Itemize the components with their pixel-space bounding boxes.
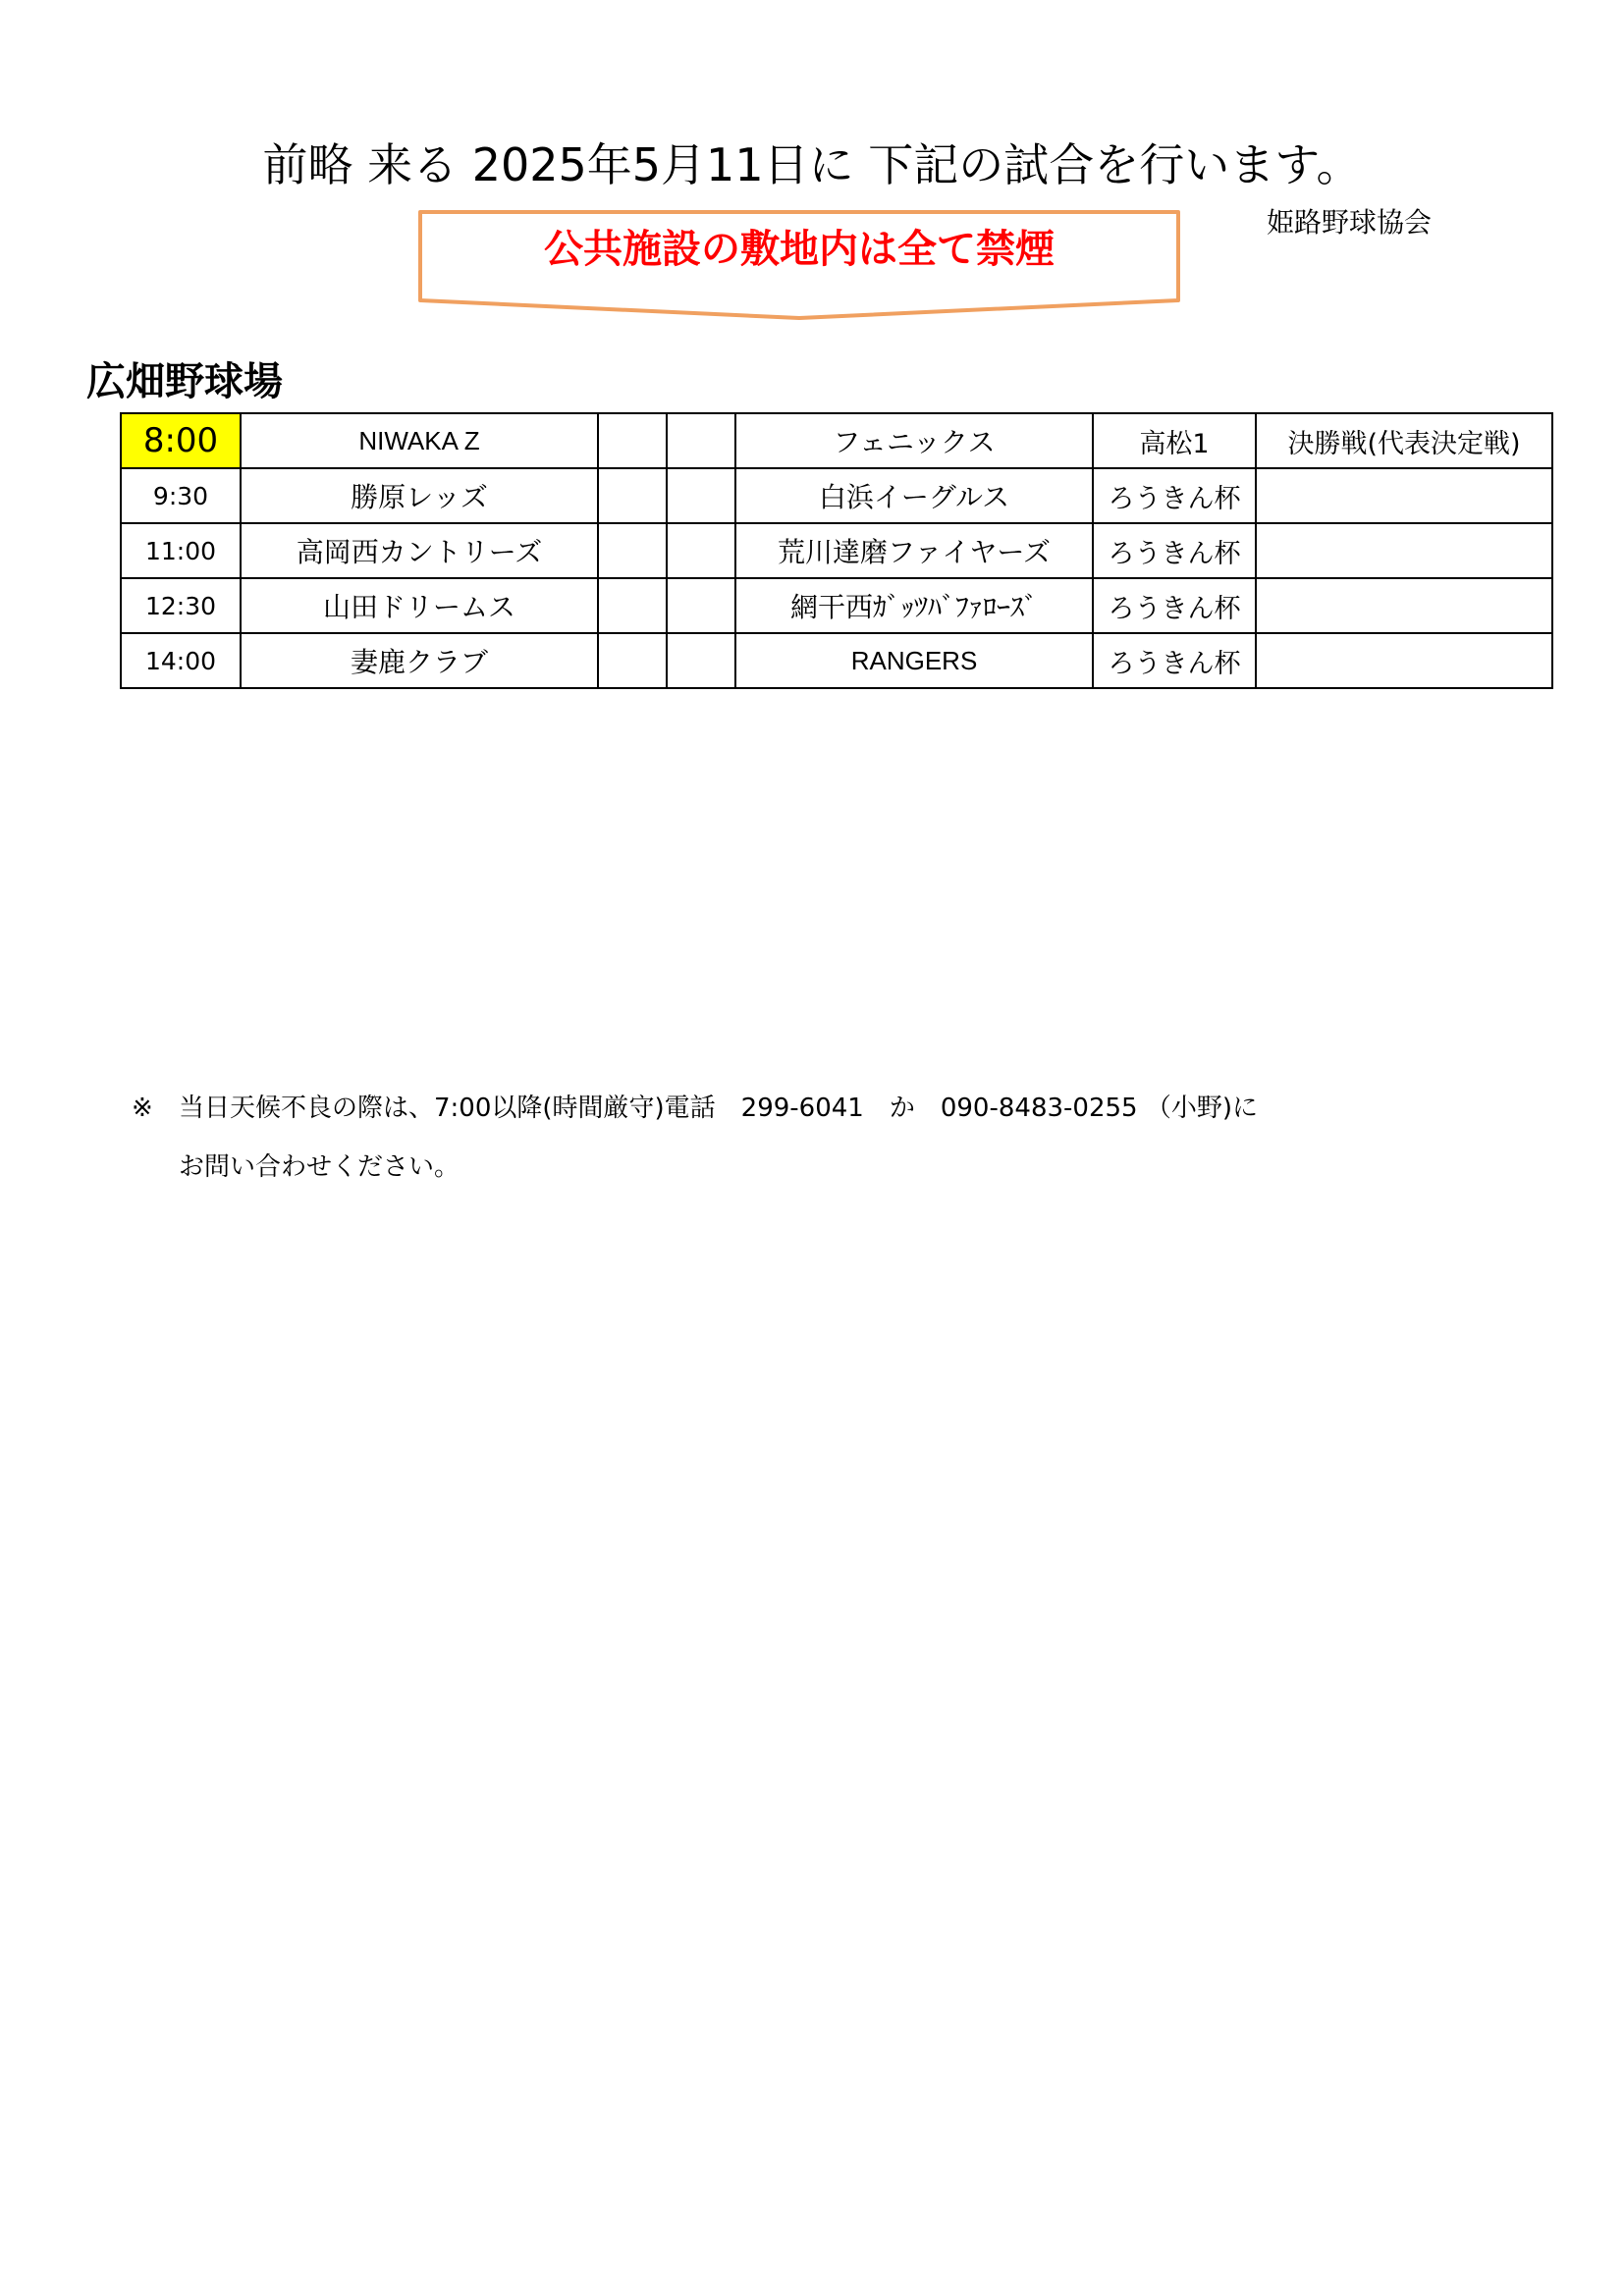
away-score	[667, 413, 735, 468]
notice-text: 公共施設の敷地内は全て禁煙	[544, 227, 1055, 272]
tournament-name: ろうきん杯	[1093, 578, 1256, 633]
tournament-name: 高松1	[1093, 413, 1256, 468]
table-row	[121, 633, 1552, 688]
away-team: RANGERS	[735, 633, 1093, 688]
weather-notice-line2: お問い合わせください。	[179, 1152, 460, 1182]
home-score	[598, 523, 667, 578]
away-team: フェニックス	[735, 413, 1093, 468]
home-score	[598, 578, 667, 633]
match-time: 14:00	[121, 633, 241, 688]
tournament-name: ろうきん杯	[1093, 633, 1256, 688]
page-title: 前略 来る 2025年5月11日に 下記の試合を行います。	[262, 138, 1362, 191]
away-team: 白浜イーグルス	[735, 468, 1093, 523]
away-score	[667, 633, 735, 688]
match-note	[1256, 523, 1552, 578]
home-score	[598, 468, 667, 523]
table-row	[121, 578, 1552, 633]
home-score	[598, 633, 667, 688]
away-team: 荒川達磨ファイヤーズ	[735, 523, 1093, 578]
schedule-table	[120, 412, 1553, 689]
tournament-name: ろうきん杯	[1093, 523, 1256, 578]
away-score	[667, 523, 735, 578]
match-note: 決勝戦(代表決定戦)	[1256, 413, 1552, 468]
match-time: 11:00	[121, 523, 241, 578]
venue-name: 広畑野球場	[86, 359, 283, 404]
match-time: 8:00	[121, 413, 241, 468]
tournament-name: ろうきん杯	[1093, 468, 1256, 523]
organization-name: 姫路野球協会	[1267, 206, 1433, 239]
table-row	[121, 468, 1552, 523]
weather-notice-line1	[132, 1090, 1258, 1127]
match-note	[1256, 633, 1552, 688]
match-note	[1256, 468, 1552, 523]
table-row	[121, 413, 1552, 468]
reference-mark: ※	[132, 1094, 153, 1123]
no-smoking-notice	[416, 208, 1182, 324]
match-note	[1256, 578, 1552, 633]
home-team: 妻鹿クラブ	[241, 633, 598, 688]
home-team: 勝原レッズ	[241, 468, 598, 523]
match-time: 9:30	[121, 468, 241, 523]
weather-notice-text: 当日天候不良の際は、7:00以降(時間厳守)電話 299-6041 か 090-8483-0255 （小野)に	[179, 1094, 1258, 1123]
home-team: 山田ドリームス	[241, 578, 598, 633]
table-row	[121, 523, 1552, 578]
home-score	[598, 413, 667, 468]
away-team: 網干西ｶﾞｯﾂﾊﾞﾌｧﾛｰｽﾞ	[735, 578, 1093, 633]
match-time: 12:30	[121, 578, 241, 633]
away-score	[667, 578, 735, 633]
home-team: 高岡西カントリーズ	[241, 523, 598, 578]
away-score	[667, 468, 735, 523]
home-team: NIWAKA Z	[241, 413, 598, 468]
